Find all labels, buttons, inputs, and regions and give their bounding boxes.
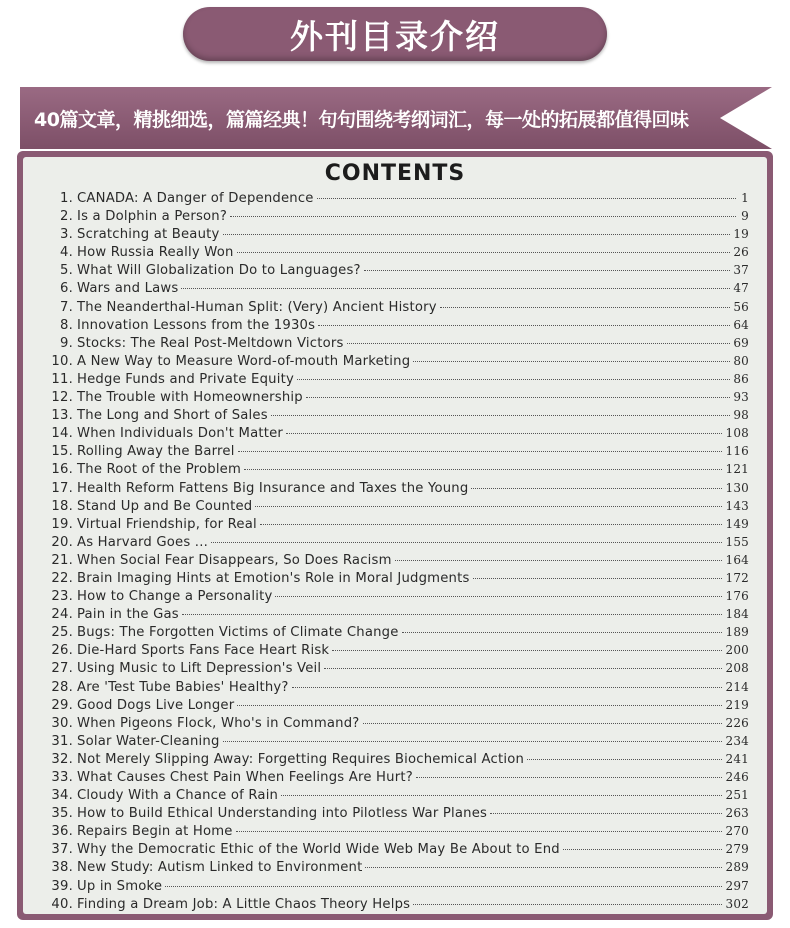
toc-entry-number: 35.	[51, 806, 73, 822]
toc-entry-title: The Root of the Problem	[77, 462, 242, 478]
table-of-contents	[43, 191, 749, 915]
dot-leader	[237, 252, 731, 253]
toc-entry-page: 226	[725, 715, 749, 730]
toc-entry	[43, 788, 749, 806]
toc-entry-number: 38.	[51, 860, 73, 876]
toc-entry-title: Is a Dolphin a Person?	[77, 209, 228, 225]
toc-entry-number: 32.	[51, 751, 73, 767]
dot-leader	[363, 723, 723, 724]
toc-entry	[43, 517, 749, 535]
toc-entry-page: 80	[733, 353, 749, 368]
toc-entry-page: 121	[725, 462, 749, 477]
toc-entry-number: 25.	[51, 625, 73, 641]
toc-entry	[43, 698, 749, 716]
toc-entry-number: 30.	[51, 715, 73, 731]
toc-entry	[43, 390, 749, 408]
dot-leader	[211, 542, 723, 543]
dot-leader	[365, 867, 722, 868]
dot-leader	[440, 307, 731, 308]
dot-leader	[230, 216, 736, 217]
toc-entry	[43, 191, 749, 209]
toc-entry-page: 289	[725, 860, 749, 875]
toc-entry	[43, 444, 749, 462]
dot-leader	[395, 560, 723, 561]
toc-entry-number: 2.	[60, 209, 73, 225]
toc-entry-page: 98	[733, 408, 749, 423]
toc-entry	[43, 263, 749, 281]
toc-entry	[43, 842, 749, 860]
toc-entry-title: Die-Hard Sports Fans Face Heart Risk	[77, 643, 330, 659]
toc-entry-title: Stand Up and Be Counted	[77, 498, 253, 514]
toc-entry-title: Good Dogs Live Longer	[77, 697, 235, 713]
toc-entry-page: 93	[733, 390, 749, 405]
toc-entry-title: Health Reform Fattens Big Insurance and Taxes the Young	[77, 480, 469, 496]
toc-entry	[43, 300, 749, 318]
toc-entry-title: Pain in the Gas	[77, 607, 179, 623]
toc-entry-title: A New Way to Measure Word-of-mouth Marketing	[77, 353, 411, 369]
toc-entry-number: 6.	[60, 281, 73, 297]
toc-entry	[43, 499, 749, 517]
toc-entry-page: 302	[725, 896, 749, 911]
toc-entry-number: 11.	[51, 371, 73, 387]
toc-entry-number: 39.	[51, 878, 73, 894]
toc-entry-number: 24.	[51, 607, 73, 623]
toc-entry-page: 56	[733, 299, 749, 314]
toc-entry	[43, 535, 749, 553]
dot-leader	[317, 198, 736, 199]
toc-entry-page: 149	[725, 516, 749, 531]
toc-entry-page: 214	[725, 679, 749, 694]
toc-entry-number: 1.	[60, 191, 73, 206]
toc-entry	[43, 336, 749, 354]
toc-entry	[43, 752, 749, 770]
toc-entry-page: 47	[733, 281, 749, 296]
toc-entry-number: 36.	[51, 824, 73, 840]
dot-leader	[255, 506, 722, 507]
toc-entry	[43, 734, 749, 752]
toc-entry-number: 28.	[51, 679, 73, 695]
toc-entry-number: 8.	[60, 317, 73, 333]
toc-entry	[43, 643, 749, 661]
toc-entry-title: New Study: Autism Linked to Environment	[77, 860, 363, 876]
toc-entry-title: Repairs Begin at Home	[77, 824, 233, 840]
toc-entry-page: 1	[741, 191, 749, 205]
dot-leader	[473, 578, 723, 579]
toc-entry-title: Stocks: The Real Post-Meltdown Victors	[77, 335, 344, 351]
toc-entry-title: Cloudy With a Chance of Rain	[77, 788, 279, 804]
toc-entry-title: What Will Globalization Do to Languages?	[77, 263, 361, 279]
toc-entry-page: 164	[725, 552, 749, 567]
toc-entry-title: When Social Fear Disappears, So Does Racism	[77, 552, 392, 568]
toc-entry	[43, 354, 749, 372]
toc-entry-page: 246	[725, 770, 749, 784]
dot-leader	[413, 904, 722, 905]
dot-leader	[260, 524, 723, 525]
toc-entry-page: 251	[725, 788, 749, 803]
dot-leader	[271, 415, 731, 416]
toc-entry-page: 297	[725, 878, 749, 893]
toc-entry-number: 21.	[51, 552, 73, 568]
toc-entry-number: 4.	[60, 245, 73, 261]
dot-leader	[297, 379, 730, 380]
toc-entry-page: 130	[725, 480, 749, 495]
dot-leader	[236, 831, 723, 832]
toc-entry-page: 172	[725, 570, 749, 585]
toc-entry-title: Wars and Laws	[77, 281, 179, 297]
toc-entry-page: 108	[725, 426, 749, 441]
dot-leader	[306, 397, 730, 398]
contents-heading: CONTENTS	[324, 161, 466, 186]
dot-leader	[490, 813, 722, 814]
toc-entry-number: 17.	[51, 480, 73, 496]
toc-entry	[43, 372, 749, 390]
toc-entry-number: 22.	[51, 570, 73, 586]
toc-entry-number: 20.	[51, 534, 73, 550]
toc-entry-page: 155	[725, 534, 749, 549]
toc-entry-page: 263	[725, 806, 749, 821]
toc-entry	[43, 879, 749, 897]
toc-entry-title: The Neanderthal-Human Split: (Very) Ancient History	[77, 299, 437, 315]
dot-leader	[347, 343, 731, 344]
dot-leader	[471, 488, 722, 489]
toc-entry	[43, 589, 749, 607]
toc-entry-page: 184	[725, 607, 749, 622]
dot-leader	[318, 325, 730, 326]
toc-entry-title: The Trouble with Homeownership	[77, 390, 303, 406]
toc-entry-title: How to Build Ethical Understanding into Pilotless War Planes	[77, 806, 488, 822]
toc-entry-number: 5.	[60, 263, 73, 279]
toc-entry	[43, 426, 749, 444]
dot-leader	[324, 668, 722, 669]
toc-entry-number: 19.	[51, 516, 73, 532]
toc-entry	[43, 227, 749, 245]
title-banner	[183, 7, 607, 61]
toc-entry-title: Scratching at Beauty	[77, 227, 220, 243]
toc-entry-title: How to Change a Personality	[77, 589, 273, 605]
toc-entry-number: 10.	[51, 353, 73, 369]
toc-entry	[43, 661, 749, 679]
toc-entry-number: 9.	[60, 335, 73, 351]
toc-entry	[43, 408, 749, 426]
dot-leader	[402, 632, 723, 633]
toc-entry-page: 37	[733, 263, 749, 278]
dot-leader	[181, 288, 730, 289]
toc-entry-number: 18.	[51, 498, 73, 514]
toc-entry-title: CANADA: A Danger of Dependence	[77, 191, 314, 206]
toc-entry-title: Not Merely Slipping Away: Forgetting Requires Biochemical Action	[77, 751, 525, 767]
toc-entry-page: 270	[725, 824, 749, 839]
toc-entry	[43, 897, 749, 915]
toc-entry-number: 40.	[51, 896, 73, 912]
toc-entry-page: 26	[733, 245, 749, 260]
toc-entry-title: Brain Imaging Hints at Emotion's Role in Moral Judgments	[77, 570, 470, 586]
dot-leader	[238, 451, 723, 452]
toc-entry-number: 34.	[51, 788, 73, 804]
toc-entry-title: Why the Democratic Ethic of the World Wide Web May Be About to End	[77, 842, 560, 858]
toc-entry	[43, 806, 749, 824]
dot-leader	[413, 361, 730, 362]
toc-entry-title: Innovation Lessons from the 1930s	[77, 317, 316, 333]
toc-entry	[43, 462, 749, 480]
toc-entry-page: 234	[725, 733, 749, 748]
toc-entry-page: 69	[733, 335, 749, 350]
dot-leader	[286, 433, 722, 434]
banner-text: 40篇文章，精挑细选，篇篇经典！句句围绕考纲词汇，每一处的拓展都值得回味	[34, 108, 689, 131]
toc-entry-title: Finding a Dream Job: A Little Chaos Theory Helps	[77, 896, 411, 912]
dot-leader	[165, 886, 722, 887]
toc-entry-title: The Long and Short of Sales	[77, 408, 268, 424]
toc-entry	[43, 281, 749, 299]
subtitle-banner	[20, 87, 772, 149]
toc-entry-number: 12.	[51, 390, 73, 406]
dot-leader	[237, 705, 722, 706]
dot-leader	[244, 469, 722, 470]
toc-entry	[43, 209, 749, 227]
toc-entry-number: 16.	[51, 462, 73, 478]
toc-entry-title: Bugs: The Forgotten Victims of Climate Change	[77, 625, 399, 641]
dot-leader	[332, 650, 722, 651]
toc-entry-page: 219	[725, 697, 749, 712]
toc-entry-title: Rolling Away the Barrel	[77, 444, 235, 460]
toc-entry-title: When Individuals Don't Matter	[77, 426, 284, 442]
toc-entry-number: 26.	[51, 643, 73, 659]
toc-entry	[43, 553, 749, 571]
toc-entry-number: 31.	[51, 733, 73, 749]
toc-entry-number: 3.	[60, 227, 73, 243]
toc-entry-page: 176	[725, 589, 749, 604]
toc-entry-page: 116	[725, 444, 749, 459]
dot-leader	[527, 759, 722, 760]
toc-entry-page: 86	[733, 371, 749, 386]
toc-entry-page: 143	[725, 498, 749, 513]
toc-entry-title: What Causes Chest Pain When Feelings Are Hurt?	[77, 770, 413, 785]
toc-entry-number: 15.	[51, 444, 73, 460]
dot-leader	[223, 234, 731, 235]
toc-entry-title: Are 'Test Tube Babies' Healthy?	[77, 679, 289, 695]
toc-entry	[43, 481, 749, 499]
toc-entry	[43, 860, 749, 878]
toc-entry-number: 27.	[51, 661, 73, 677]
toc-entry-title: Hedge Funds and Private Equity	[77, 371, 294, 387]
toc-entry-number: 23.	[51, 589, 73, 605]
toc-entry-title: Up in Smoke	[77, 878, 163, 894]
dot-leader	[416, 777, 723, 778]
toc-entry-page: 200	[725, 643, 749, 658]
toc-entry-page: 241	[725, 751, 749, 766]
toc-entry-title: When Pigeons Flock, Who's in Command?	[77, 715, 360, 731]
toc-entry	[43, 318, 749, 336]
toc-entry-page: 189	[725, 625, 749, 640]
toc-entry-page: 19	[733, 227, 749, 242]
dot-leader	[563, 849, 723, 850]
dot-leader	[292, 687, 723, 688]
dot-leader	[281, 795, 722, 796]
toc-entry	[43, 625, 749, 643]
toc-entry-page: 9	[741, 209, 749, 224]
toc-entry-title: Virtual Friendship, for Real	[77, 516, 257, 532]
page-title: 外刊目录介绍	[290, 16, 500, 56]
toc-entry	[43, 680, 749, 698]
contents-page	[23, 157, 767, 914]
toc-entry	[43, 571, 749, 589]
toc-entry-number: 37.	[51, 842, 73, 858]
toc-entry-page: 208	[725, 661, 749, 676]
toc-entry	[43, 824, 749, 842]
dot-leader	[275, 596, 722, 597]
toc-entry	[43, 770, 749, 788]
dot-leader	[182, 614, 723, 615]
toc-entry-number: 13.	[51, 408, 73, 424]
toc-entry-number: 7.	[60, 299, 73, 315]
toc-entry-title: How Russia Really Won	[77, 245, 234, 261]
toc-entry	[43, 607, 749, 625]
toc-entry-page: 64	[733, 317, 749, 332]
toc-entry-title: Solar Water-Cleaning	[77, 733, 220, 749]
toc-entry	[43, 245, 749, 263]
dot-leader	[223, 741, 723, 742]
toc-entry-title: As Harvard Goes ...	[77, 534, 208, 550]
toc-entry-title: Using Music to Lift Depression's Veil	[77, 661, 322, 677]
toc-entry-number: 33.	[51, 770, 73, 785]
toc-entry-page: 279	[725, 842, 749, 857]
toc-entry-number: 29.	[51, 697, 73, 713]
toc-entry-number: 14.	[51, 426, 73, 442]
dot-leader	[364, 270, 731, 271]
toc-entry	[43, 716, 749, 734]
